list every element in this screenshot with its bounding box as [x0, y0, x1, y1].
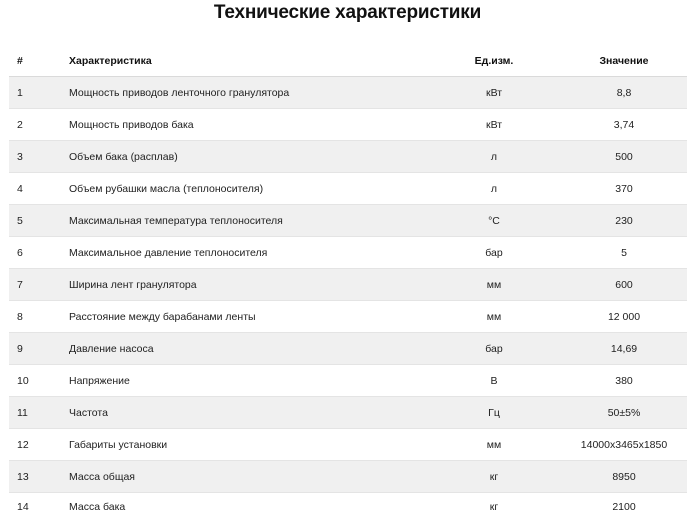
- row-unit: мм: [427, 429, 561, 461]
- row-number: 14: [9, 493, 61, 521]
- header-characteristic: Характеристика: [61, 46, 427, 77]
- row-unit: л: [427, 173, 561, 205]
- row-number: 1: [9, 77, 61, 109]
- row-value: 8,8: [561, 77, 687, 109]
- table-row: [9, 77, 687, 109]
- row-value: 370: [561, 173, 687, 205]
- row-number: 13: [9, 461, 61, 493]
- row-characteristic: Максимальная температура теплоносителя: [61, 205, 427, 237]
- row-characteristic: Давление насоса: [61, 333, 427, 365]
- row-unit: л: [427, 141, 561, 173]
- row-number: 12: [9, 429, 61, 461]
- table-body: [9, 77, 687, 521]
- row-value: 5: [561, 237, 687, 269]
- row-number: 9: [9, 333, 61, 365]
- row-characteristic: Расстояние между барабанами ленты: [61, 301, 427, 333]
- row-characteristic: Объем бака (расплав): [61, 141, 427, 173]
- row-unit: мм: [427, 269, 561, 301]
- table-row: [9, 461, 687, 493]
- row-characteristic: Мощность приводов ленточного гранулятора: [61, 77, 427, 109]
- row-number: 2: [9, 109, 61, 141]
- table-header: [9, 46, 687, 77]
- row-number: 5: [9, 205, 61, 237]
- row-characteristic: Масса бака: [61, 493, 427, 521]
- table-row: [9, 205, 687, 237]
- table-row: [9, 109, 687, 141]
- row-value: 230: [561, 205, 687, 237]
- row-unit: кг: [427, 493, 561, 521]
- table-row: [9, 365, 687, 397]
- table-row: [9, 173, 687, 205]
- row-value: 14,69: [561, 333, 687, 365]
- row-unit: бар: [427, 237, 561, 269]
- row-unit: кВт: [427, 77, 561, 109]
- row-number: 6: [9, 237, 61, 269]
- row-value: 2100: [561, 493, 687, 521]
- row-number: 7: [9, 269, 61, 301]
- header-row: [9, 46, 687, 77]
- row-unit: °C: [427, 205, 561, 237]
- row-number: 10: [9, 365, 61, 397]
- table-row: [9, 141, 687, 173]
- row-unit: Гц: [427, 397, 561, 429]
- row-value: 8950: [561, 461, 687, 493]
- row-value: 380: [561, 365, 687, 397]
- table-row: [9, 429, 687, 461]
- row-unit: кВт: [427, 109, 561, 141]
- row-unit: В: [427, 365, 561, 397]
- header-number: #: [9, 46, 61, 77]
- row-characteristic: Напряжение: [61, 365, 427, 397]
- row-value: 600: [561, 269, 687, 301]
- row-number: 8: [9, 301, 61, 333]
- specs-table: [9, 46, 687, 521]
- row-value: 50±5%: [561, 397, 687, 429]
- row-number: 3: [9, 141, 61, 173]
- row-value: 3,74: [561, 109, 687, 141]
- row-number: 11: [9, 397, 61, 429]
- page-title: Технические характеристики: [0, 2, 695, 24]
- row-characteristic: Объем рубашки масла (теплоносителя): [61, 173, 427, 205]
- row-number: 4: [9, 173, 61, 205]
- row-unit: мм: [427, 301, 561, 333]
- table-row: [9, 237, 687, 269]
- table-row: [9, 333, 687, 365]
- row-characteristic: Частота: [61, 397, 427, 429]
- row-unit: кг: [427, 461, 561, 493]
- table-row: [9, 493, 687, 521]
- row-value: 14000х3465х1850: [561, 429, 687, 461]
- row-characteristic: Максимальное давление теплоносителя: [61, 237, 427, 269]
- table-row: [9, 301, 687, 333]
- header-unit: Ед.изм.: [427, 46, 561, 77]
- row-characteristic: Ширина лент гранулятора: [61, 269, 427, 301]
- row-value: 500: [561, 141, 687, 173]
- table-row: [9, 397, 687, 429]
- table-row: [9, 269, 687, 301]
- row-value: 12 000: [561, 301, 687, 333]
- row-unit: бар: [427, 333, 561, 365]
- header-value: Значение: [561, 46, 687, 77]
- row-characteristic: Габариты установки: [61, 429, 427, 461]
- row-characteristic: Мощность приводов бака: [61, 109, 427, 141]
- row-characteristic: Масса общая: [61, 461, 427, 493]
